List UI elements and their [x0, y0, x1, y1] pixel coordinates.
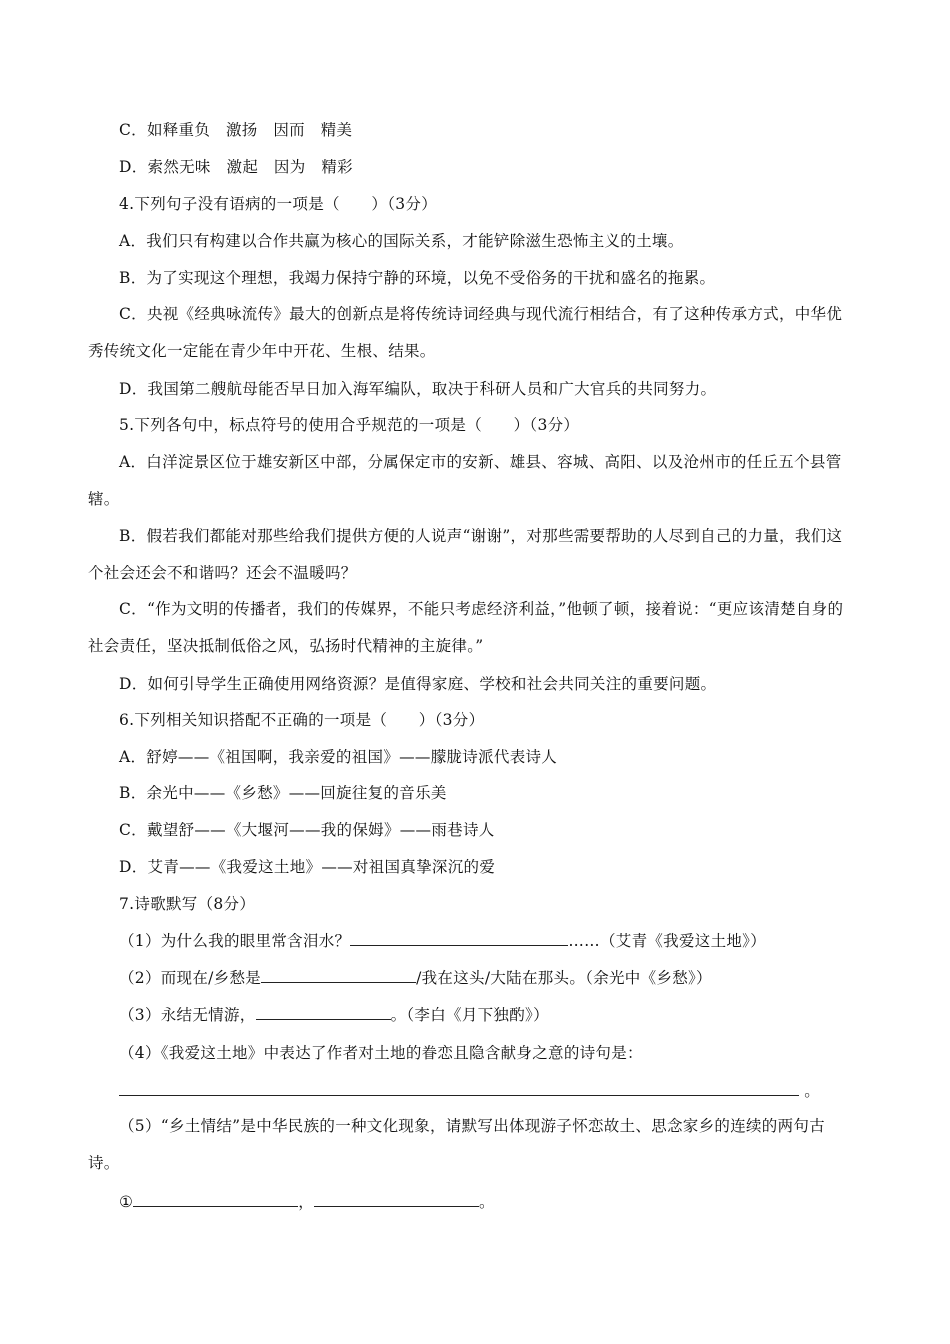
answer-blank[interactable]	[350, 931, 568, 946]
answer-blank[interactable]	[314, 1192, 479, 1207]
q5-option-c: C．“作为文明的传播者，我们的传媒界，不能只考虑经济利益，”他顿了顿，接着说：“更应该清楚自身的社会责任，坚决抵制低俗之风，弘扬时代精神的主旋律。”	[88, 600, 844, 655]
q7-item-5-sep: ，	[298, 1193, 315, 1211]
q4-option-c: C．央视《经典咏流传》最大的创新点是将传统诗词经典与现代流行相结合，有了这种传承方式，中华优秀传统文化一定能在青少年中开花、生根、结果。	[88, 305, 843, 360]
q7-item-4: （4）《我爱这土地》中表达了作者对土地的眷恋且隐含献身之意的诗句是：	[119, 1044, 643, 1062]
q4-option-a: A．我们只有构建以合作共赢为核心的国际关系，才能铲除滋生恐怖主义的土壤。	[119, 232, 684, 250]
q4-stem: 4.下列句子没有语病的一项是（ ）（3分）	[119, 195, 438, 213]
answer-blank[interactable]	[133, 1192, 298, 1207]
q5-option-a: A．白洋淀景区位于雄安新区中部，分属保定市的安新、雄县、容城、高阳、以及沧州市的任丘五个县管辖。	[88, 453, 842, 508]
q7-item-5-end: 。	[479, 1193, 495, 1211]
q6-stem: 6.下列相关知识搭配不正确的一项是（ ）（3分）	[119, 711, 485, 729]
q7-item-3-prompt: （3）永结无情游，	[119, 1006, 256, 1024]
q6-option-b: B．余光中——《乡愁》——回旋往复的音乐美	[119, 784, 447, 802]
q7-item-4-answer	[119, 1081, 820, 1101]
q7-item-1	[119, 931, 766, 951]
q7-item-4-end: 。	[804, 1082, 821, 1100]
answer-blank[interactable]	[256, 1005, 391, 1020]
answer-blank[interactable]	[119, 1081, 799, 1096]
q7-item-5-answer	[119, 1192, 495, 1212]
q4-option-b: B．为了实现这个理想，我竭力保持宁静的环境，以免不受俗务的干扰和盛名的拖累。	[119, 269, 716, 287]
q7-item-5: （5）“乡土情结”是中华民族的一种文化现象，请默写出体现游子怀恋故土、思念家乡的连续的两句古诗。	[88, 1117, 826, 1172]
q4-option-d: D．我国第二艘航母能否早日加入海军编队，取决于科研人员和广大官兵的共同努力。	[119, 380, 717, 398]
q7-item-2-source: /我在这头/大陆在那头。（余光中《乡愁》）	[416, 969, 712, 987]
q6-option-a: A．舒婷——《祖国啊，我亲爱的祖国》——朦胧诗派代表诗人	[119, 748, 558, 766]
q7-item-2-prompt: （2）而现在/乡愁是	[119, 969, 262, 987]
q7-item-3	[119, 1005, 549, 1025]
q5-option-d: D．如何引导学生正确使用网络资源？是值得家庭、学校和社会共同关注的重要问题。	[119, 675, 717, 693]
q3-option-d: D．索然无味 激起 因为 精彩	[119, 158, 353, 176]
q5-stem: 5.下列各句中，标点符号的使用合乎规范的一项是（ ）（3分）	[119, 416, 580, 434]
q3-option-c: C．如释重负 激扬 因而 精美	[119, 121, 353, 139]
q6-option-c: C．戴望舒——《大堰河——我的保姆》——雨巷诗人	[119, 821, 495, 839]
q7-item-2	[119, 968, 712, 988]
q7-stem: 7.诗歌默写（8分）	[119, 895, 256, 913]
q5-option-b: B．假若我们都能对那些给我们提供方便的人说声“谢谢”，对那些需要帮助的人尽到自己的力量，我们这个社会还会不和谐吗？还会不温暖吗？	[88, 527, 843, 582]
answer-blank[interactable]	[261, 968, 416, 983]
q7-item-3-source: 。（李白《月下独酌》）	[390, 1006, 549, 1024]
q7-item-1-source: ……（艾青《我爱这土地》）	[568, 932, 767, 950]
q7-item-5-marker: ①	[119, 1193, 134, 1211]
q6-option-d: D．艾青——《我爱这土地》——对祖国真挚深沉的爱	[119, 858, 496, 876]
q7-item-1-prompt: （1）为什么我的眼里常含泪水？	[119, 932, 351, 950]
